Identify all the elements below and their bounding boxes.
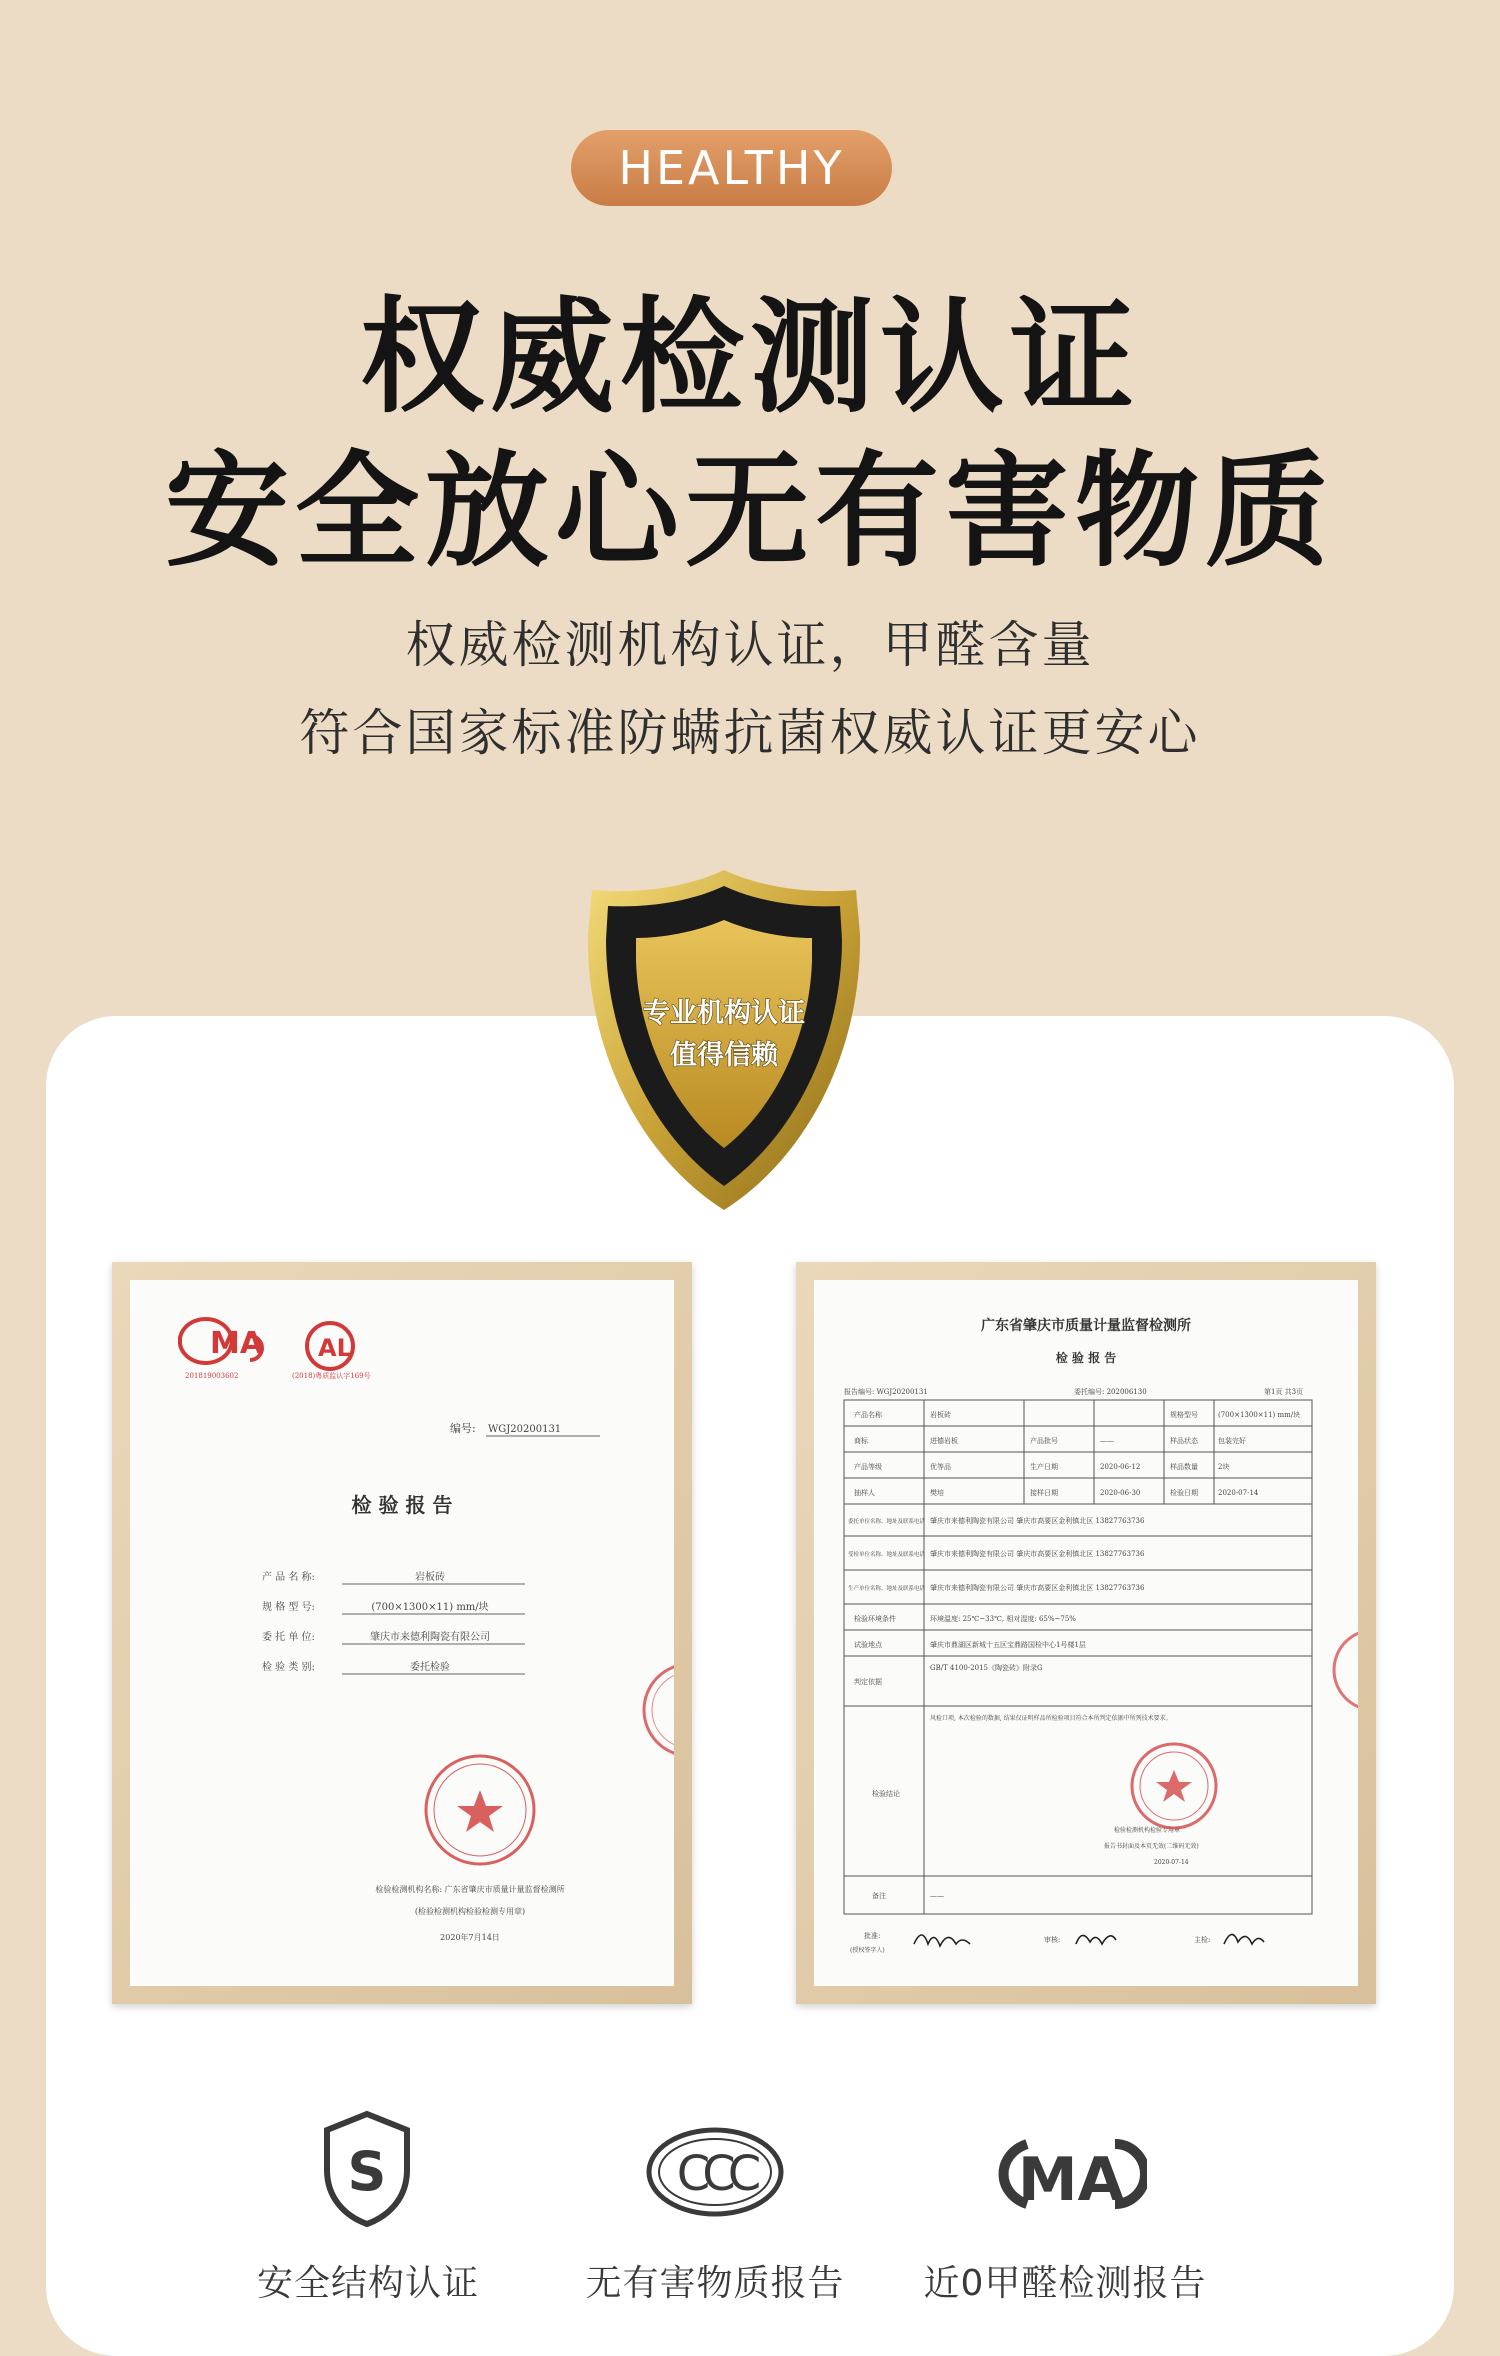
s-glyph: S: [347, 2140, 387, 2203]
report-title: 检 验 报 告: [1055, 1351, 1117, 1365]
stamp-partial-icon: [1334, 1630, 1358, 1710]
cell: 包装完好: [1218, 1437, 1246, 1445]
badge-label-safety: 安全结构认证: [256, 2263, 479, 2304]
row-value: (700×1300×11) mm/块: [371, 1602, 489, 1613]
cell: 肇庆市鼎湖区新城十五区宝鼎路国检中心1号楼1层: [930, 1641, 1086, 1649]
sign-approver-sub: (授权签字人): [850, 1947, 885, 1954]
sign-chief: 主检:: [1194, 1936, 1211, 1944]
row-label: 检 验 类 别:: [262, 1662, 315, 1673]
official-stamp-icon: [426, 1756, 534, 1864]
cell: 抽样人: [854, 1489, 875, 1497]
badge-label-ccc: 无有害物质报告: [585, 2263, 845, 2304]
cell: 样品状态: [1170, 1437, 1198, 1445]
report-title: 检 验 报 告: [351, 1493, 453, 1517]
cell: ——: [1100, 1437, 1114, 1445]
shield-line2: 值得信赖: [670, 1040, 778, 1071]
svg-text:AL: AL: [318, 1334, 352, 1362]
row-label: 规 格 型 号:: [262, 1602, 315, 1613]
report-number: 报告编号: WGJ20200131: [844, 1388, 928, 1396]
s-shield-icon: [319, 2110, 415, 2228]
cell: GB/T 4100-2015《陶瓷砖》附录G: [930, 1664, 1043, 1672]
conclusion-date: 2020-07-14: [1154, 1859, 1189, 1866]
cell: 进德岩板: [930, 1437, 958, 1445]
cal-code: (2018)粤质监认字169号: [292, 1372, 371, 1380]
page-number: 第1页 共3页: [1264, 1388, 1304, 1396]
cell: 生产单位名称、地址及联系电话: [848, 1586, 926, 1592]
certificate-frame-right: [796, 1262, 1376, 2004]
cell: 委托单位名称、地址及联系电话: [848, 1519, 926, 1525]
shield-emblem: [576, 864, 872, 1216]
ma-glyph: MA: [1017, 2145, 1125, 2215]
cell: 试验地点: [854, 1641, 882, 1649]
certificate-frame-left: [112, 1262, 692, 2004]
certificate-left-sheet: [130, 1280, 674, 1986]
cell: 受检单位名称、地址及联系电话: [848, 1552, 926, 1558]
subtitle-line2: 符合国家标准防螨抗菌权威认证更安心: [299, 704, 1201, 762]
page-title-line1: 权威检测认证: [359, 286, 1140, 430]
row-value: 委托检验: [410, 1662, 450, 1673]
cell: 判定依据: [854, 1678, 882, 1686]
cell: 生产日期: [1030, 1463, 1058, 1471]
page-title-line2: 安全放心无有害物质: [164, 440, 1335, 584]
sign-reviewer: 审核:: [1044, 1936, 1061, 1944]
remark-value: ——: [930, 1892, 944, 1900]
cell: (700×1300×11) mm/块: [1218, 1411, 1301, 1419]
org-line1: 检验检测机构名称: 广东省肇庆市质量计量监督检测所: [375, 1885, 565, 1894]
org-line2: (检验检测机构检验检测专用章): [414, 1907, 526, 1916]
entrust-number: 委托编号: 202006130: [1074, 1388, 1147, 1396]
shield-line1: 专业机构认证: [643, 998, 805, 1029]
conclusion-stamp: 检验检测机构检验专用章: [1114, 1827, 1181, 1834]
cal-logo-icon: [292, 1323, 371, 1380]
certification-icons: [0, 2110, 1500, 2230]
ccc-icon: [644, 2124, 786, 2220]
svg-text:MA: MA: [210, 1326, 264, 1361]
badge-label-cma: 近0甲醛检测报告: [923, 2263, 1207, 2304]
conclusion-note: 报告书封面及本页无效(二维码无效): [1104, 1843, 1199, 1850]
cell: 肇庆市来德利陶瓷有限公司 肇庆市高要区金利镇北区 13827763736: [930, 1550, 1145, 1558]
certificate-right-sheet: [814, 1280, 1358, 1986]
cell: 接样日期: [1030, 1489, 1058, 1497]
report-date: 2020年7月14日: [440, 1933, 500, 1942]
ma-code: 201819003602: [185, 1372, 239, 1380]
cell: 检验环境条件: [854, 1615, 896, 1623]
subtitle-line1: 权威检测机构认证，甲醛含量: [405, 616, 1095, 674]
row-label: 产 品 名 称:: [262, 1572, 315, 1583]
number-value: WGJ20200131: [488, 1424, 562, 1435]
ma-logo-icon: [180, 1319, 264, 1380]
certificate-right-paper: [814, 1280, 1358, 1986]
signatures-icon: [914, 1934, 1264, 1946]
official-stamp-icon: [1132, 1744, 1216, 1828]
cma-icon: [983, 2132, 1147, 2216]
stamp-partial-icon: [644, 1664, 674, 1756]
ccc-glyph: CCC: [676, 2146, 754, 2202]
cell: 产品等级: [854, 1463, 882, 1471]
row-label: 委 托 单 位:: [262, 1632, 315, 1643]
cell: 优等品: [930, 1463, 951, 1471]
cell: 2块: [1218, 1463, 1230, 1471]
cell: 规格型号: [1170, 1411, 1198, 1419]
row-value: 岩板砖: [415, 1572, 445, 1583]
cell: 2020-06-30: [1100, 1489, 1141, 1497]
cell: 2020-06-12: [1100, 1463, 1141, 1471]
row-value: 肇庆市来德利陶瓷有限公司: [370, 1632, 490, 1643]
cell: 检验日期: [1170, 1489, 1198, 1497]
cell: 产品名称: [854, 1411, 882, 1419]
cell: 商标: [854, 1437, 868, 1445]
certificate-left-paper: [130, 1280, 674, 1986]
cell: 岩板砖: [930, 1411, 951, 1419]
cell: 肇庆市来德利陶瓷有限公司 肇庆市高要区金利镇北区 13827763736: [930, 1517, 1145, 1525]
cell: 样品数量: [1170, 1463, 1198, 1471]
cell: 2020-07-14: [1218, 1489, 1259, 1497]
number-label: 编号:: [450, 1422, 476, 1435]
sign-approver: 批准:: [864, 1932, 881, 1940]
healthy-badge: HEALTHY: [571, 130, 892, 206]
conclusion-text: 风检口项, 本次检验的数据, 结果仅证明样品所检验项目符合本所判定依据中所列技术要求。: [930, 1715, 1172, 1722]
org-title: 广东省肇庆市质量计量监督检测所: [981, 1318, 1191, 1334]
remark-label: 备注: [872, 1892, 886, 1900]
conclusion-label: 检验结论: [872, 1790, 900, 1798]
cell: 环境温度: 25℃~33℃, 相对湿度: 65%~75%: [930, 1615, 1076, 1623]
cell: 肇庆市来德利陶瓷有限公司 肇庆市高要区金利镇北区 13827763736: [930, 1584, 1145, 1592]
cell: 樊培: [930, 1489, 944, 1497]
cell: 产品批号: [1030, 1437, 1058, 1445]
